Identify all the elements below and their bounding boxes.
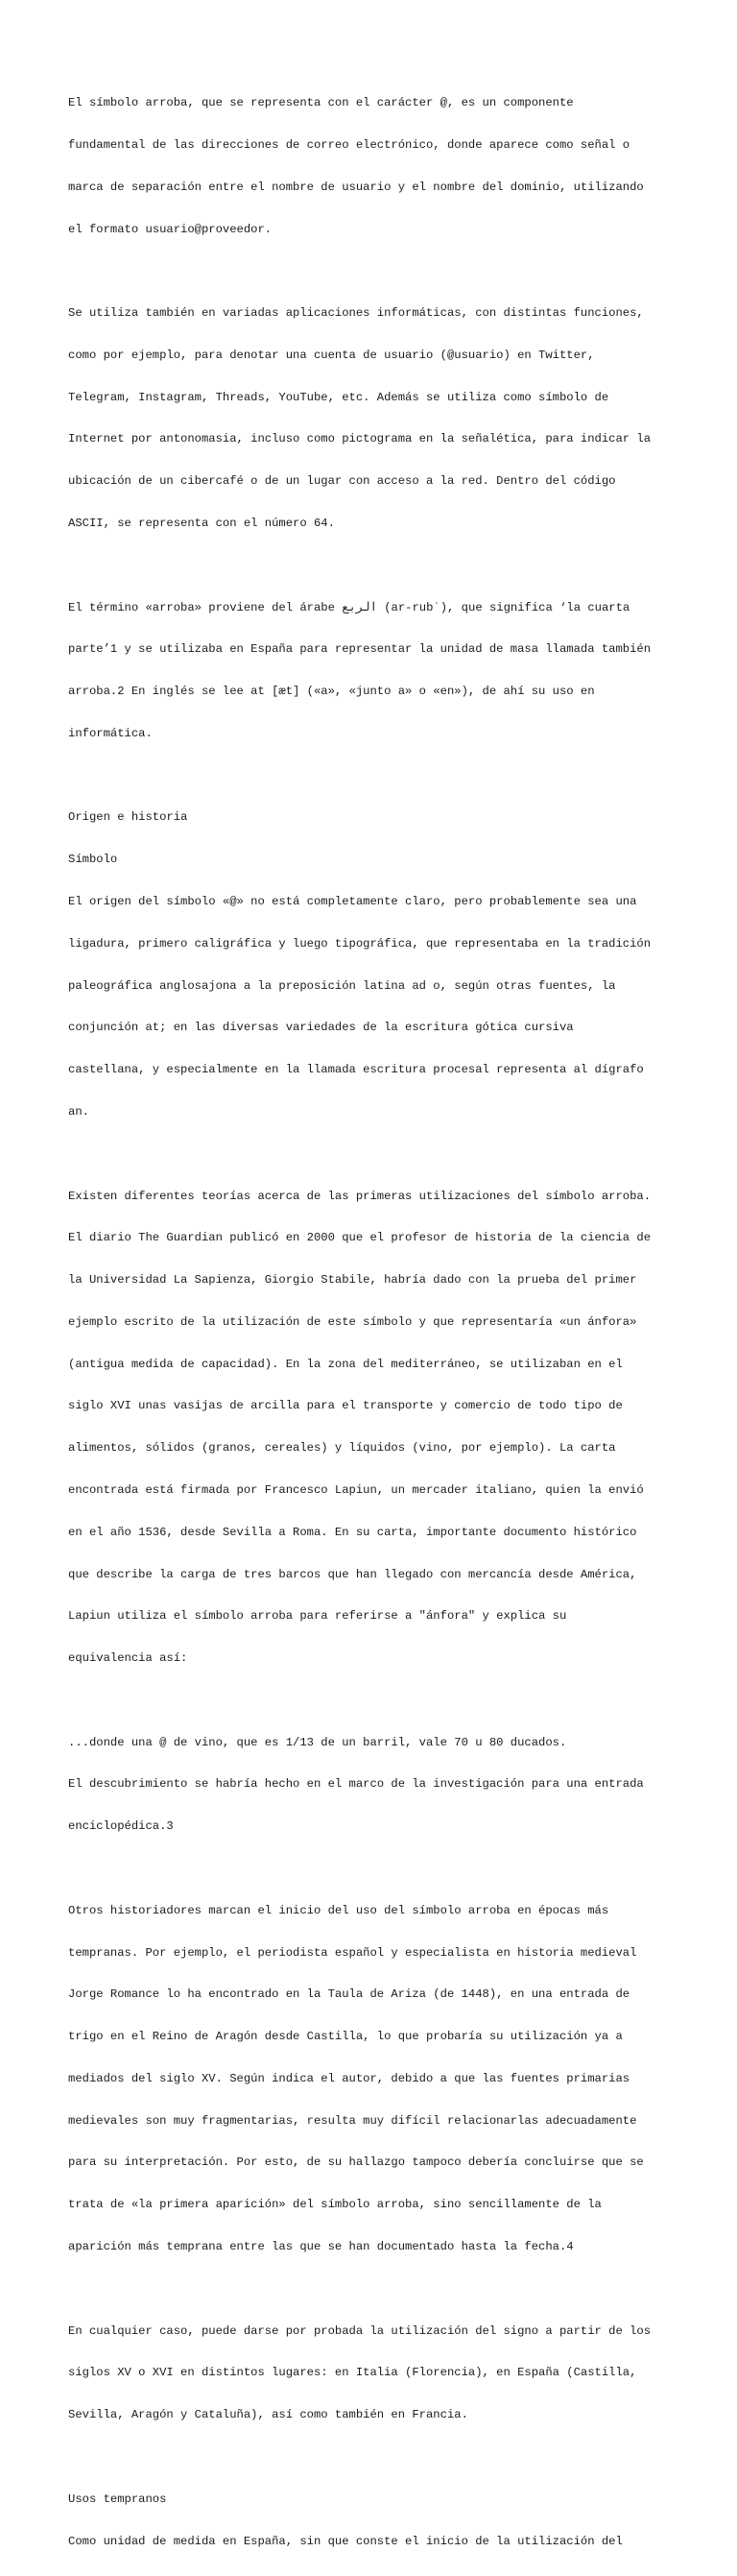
text-line: mediados del siglo XV. Según indica el autor, debido a que las fuentes primarias [68, 2071, 630, 2085]
text-line: para su interpretación. Por esto, de su hallazgo tampoco debería concluirse que se [68, 2155, 644, 2170]
text-line: El símbolo arroba, que se representa con el carácter @, es un componente [68, 96, 574, 110]
subsection-heading: Símbolo [68, 853, 118, 867]
text-line: ...donde una @ de vino, que es 1/13 de un barril, vale 70 u 80 ducados. [68, 1735, 567, 1749]
text-line: la Universidad La Sapienza, Giorgio Stabile, habría dado con la prueba del primer [68, 1273, 637, 1288]
text-line: paleográfica anglosajona a la preposición latina ad o, según otras fuentes, la [68, 978, 616, 993]
paragraph-uses [68, 278, 682, 559]
document-page [68, 68, 682, 2576]
text-line: alimentos, sólidos (granos, cereales) y líquidos (vino, por ejemplo). La carta [68, 1441, 616, 1456]
paragraph-other-historians [68, 1876, 682, 2282]
text-line: Telegram, Instagram, Threads, YouTube, etc. Además se utiliza como símbolo de [68, 390, 609, 404]
text-line: tempranas. Por ejemplo, el periodista español y especialista en historia medieval [68, 1945, 637, 1960]
text-line: encontrada está firmada por Francesco Lapiun, un mercader italiano, quien la envió [68, 1482, 644, 1497]
section-heading: Usos tempranos [68, 2492, 167, 2506]
paragraph-theories [68, 1161, 682, 1694]
paragraph-intro [68, 68, 682, 264]
text-line: equivalencia así: [68, 1651, 188, 1666]
text-line: ubicación de un cibercafé o de un lugar con acceso a la red. Dentro del código [68, 474, 616, 489]
text-line: Jorge Romance lo ha encontrado en la Taula de Ariza (de 1448), en una entrada de [68, 1987, 630, 2002]
text-line: castellana, y especialmente en la llamada escritura procesal representa al dígrafo [68, 1063, 644, 1077]
text-line: informática. [68, 726, 153, 740]
text-line: siglos XV o XVI en distintos lugares: en Italia (Florencia), en España (Castilla, [68, 2366, 637, 2380]
paragraph-early-uses [68, 2465, 682, 2576]
text-line: fundamental de las direcciones de correo electrónico, donde aparece como señal o [68, 137, 630, 152]
text-line: ejemplo escrito de la utilización de este símbolo y que representaría «un ánfora» [68, 1314, 637, 1329]
text-line: El origen del símbolo «@» no está completamente claro, pero probablemente sea una [68, 895, 637, 909]
text-line: El término «arroba» proviene del árabe الربع (ar-rubʿ), que significa ‘la cuarta [68, 600, 630, 614]
paragraph-etymology [68, 572, 682, 768]
text-line: parte’1 y se utilizaba en España para representar la unidad de masa llamada también [68, 642, 652, 657]
text-line: que describe la carga de tres barcos que han llegado con mercancía desde América, [68, 1567, 637, 1581]
text-line: conjunción at; en las diversas variedades de la escritura gótica cursiva [68, 1021, 574, 1035]
section-heading: Origen e historia [68, 810, 188, 825]
text-line: trata de «la primera aparición» del símbolo arroba, sino sencillamente de la [68, 2198, 602, 2212]
text-line: Sevilla, Aragón y Cataluña), así como también en Francia. [68, 2408, 468, 2422]
text-line: En cualquier caso, puede darse por probada la utilización del signo a partir de los [68, 2323, 652, 2338]
text-line: el formato usuario@proveedor. [68, 222, 273, 236]
text-line: medievales son muy fragmentarias, resulta muy difícil relacionarlas adecuadamente [68, 2113, 637, 2128]
text-line: (antigua medida de capacidad). En la zona del mediterráneo, se utilizaban en el [68, 1357, 623, 1371]
text-line: ASCII, se representa con el número 64. [68, 517, 335, 530]
text-line: siglo XVI unas vasijas de arcilla para el transporte y comercio de todo tipo de [68, 1399, 623, 1413]
text-line: aparición más temprana entre las que se han documentado hasta la fecha.4 [68, 2240, 574, 2254]
text-line: El descubrimiento se habría hecho en el marco de la investigación para una entrada [68, 1777, 644, 1792]
text-line: Se utiliza también en variadas aplicaciones informáticas, con distintas funciones, [68, 306, 644, 321]
text-line: Existen diferentes teorías acerca de las primeras utilizaciones del símbolo arroba. [68, 1189, 652, 1203]
text-line: Como unidad de medida en España, sin que conste el inicio de la utilización del [68, 2534, 623, 2548]
paragraph-quote [68, 1707, 682, 1862]
text-line: enciclopédica.3 [68, 1819, 174, 1834]
text-line: ligadura, primero caligráfica y luego tipográfica, que representaba en la tradición [68, 936, 652, 951]
text-line: Otros historiadores marcan el inicio del uso del símbolo arroba en épocas más [68, 1903, 609, 1917]
text-line: El diario The Guardian publicó en 2000 que el profesor de historia de la ciencia de [68, 1231, 652, 1245]
text-line: marca de separación entre el nombre de usuario y el nombre del dominio, utilizando [68, 180, 644, 194]
paragraph-conclusion [68, 2296, 682, 2450]
text-line: en el año 1536, desde Sevilla a Roma. En su carta, importante documento histórico [68, 1525, 637, 1539]
paragraph-origin [68, 782, 682, 1146]
text-line: an. [68, 1104, 89, 1119]
text-line: Lapiun utiliza el símbolo arroba para referirse a "ánfora" y explica su [68, 1609, 567, 1624]
text-line: arroba.2 En inglés se lee at [æt] («a», «junto a» o «en»), de ahí su uso en [68, 685, 595, 699]
text-line: como por ejemplo, para denotar una cuenta de usuario (@usuario) en Twitter, [68, 348, 595, 362]
text-line: trigo en el Reino de Aragón desde Castilla, lo que probaría su utilización ya a [68, 2030, 623, 2044]
text-line: Internet por antonomasia, incluso como pictograma en la señalética, para indicar la [68, 432, 652, 446]
